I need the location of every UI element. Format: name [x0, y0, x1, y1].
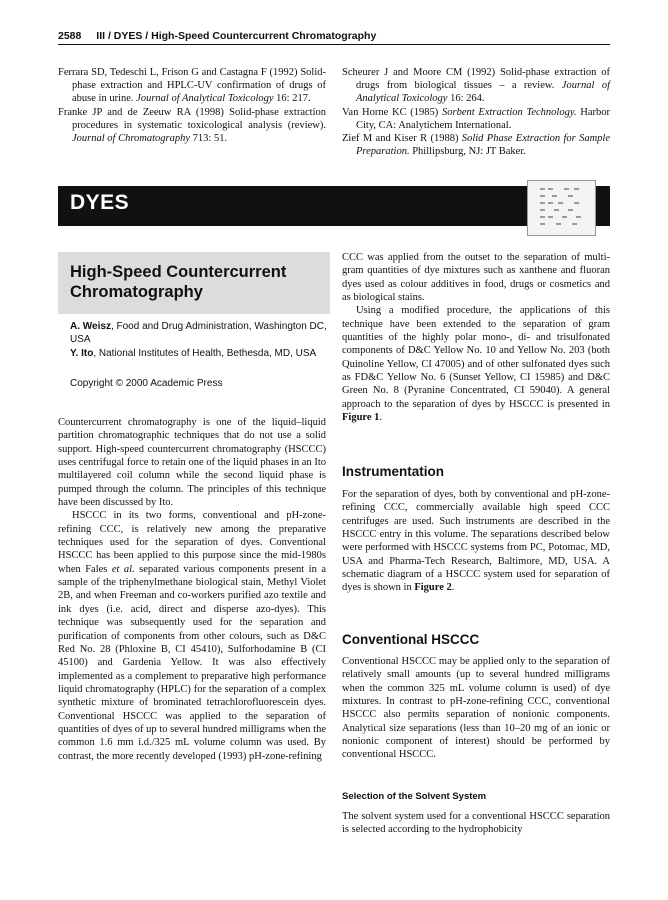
- author-entry: A. Weisz, Food and Drug Administration, Washington DC, USA: [70, 321, 327, 346]
- author-entry: Y. Ito, National Institutes of Health, Bethesda, MD, USA: [70, 347, 317, 359]
- author-list: [70, 320, 332, 360]
- conventional-text: [342, 655, 610, 762]
- running-head-title: III / DYES / High-Speed Countercurrent Chromatography: [96, 30, 377, 42]
- body-right-column: [342, 251, 610, 424]
- reference-item: Scheurer J and Moore CM (1992) Solid-phase extraction of drugs from biological tissues – a review. Journal of Analytical Toxicology 16: 264.: [342, 67, 610, 105]
- figure-reference: Figure 1: [342, 412, 380, 424]
- references-left: [58, 66, 326, 145]
- body-paragraph: The solvent system used for a conventional HSCCC separation is selected according to the hydrophobicity: [342, 811, 610, 836]
- body-paragraph: Countercurrent chromatography is one of the liquid–liquid partition chromatographic techniques that do not use a solid support. High-speed countercurrent chromatography (HSCCC) uses centrifugal force to retain one of the liquid phases in an Ito multilayered coil column while the second liquid phase is pumped through the column. The principles of this technique have been discussed by Ito.: [58, 417, 326, 509]
- reference-item: Van Horne KC (1985) Sorbent Extraction Technology. Harbor City, CA: Analytichem International.: [342, 106, 610, 131]
- figure-reference: Figure 2: [414, 582, 452, 594]
- reference-item: Zief M and Kiser R (1988) Solid Phase Extraction for Sample Preparation. Phillipsburg, NJ: JT Baker.: [342, 133, 610, 158]
- section-title: DYES: [70, 191, 130, 214]
- chromatogram-plate-icon: [527, 180, 596, 236]
- references-right: [342, 66, 610, 158]
- page-number: 2588: [58, 30, 82, 42]
- section-heading-instrumentation: Instrumentation: [342, 464, 445, 479]
- copyright-line: Copyright © 2000 Academic Press: [70, 378, 223, 389]
- reference-item: Franke JP and de Zeeuw RA (1998) Solid-phase extraction procedures in systematic toxicological analysis (review). Journal of Chromatography 713: 51.: [58, 106, 326, 145]
- body-left-column: [58, 416, 326, 763]
- article-title: High-Speed Countercurrent Chromatography: [70, 263, 287, 301]
- body-paragraph: HSCCC in its two forms, conventional and pH-zone-refining CCC, is relatively new among the preparative techniques used for the separation of dyes. Conventional HSCCC has been applied to this purpose since the mid-1980s when Fales et al. separated various components present in a sample of the triphenylmethane biological stain, Methyl Violet 2B, and when Freeman and co-workers purified azo textile and ink dyes (i.e. acid, direct and disperse azo-dyes). This technique was subsequently used for the separation and purification of components from other colours, such as D&C Red No. 28 (Phloxine B, CI 45410), Sulforhodamine B (CI 45100) and Gardenia Yellow. It was also effectively implemented as a complement to preparative high performance liquid chromatography (HPLC) for the separation of a complex synthetic mixture of brominated tetrachlorofluorescein dyes. Conventional HSCCC was applied to the separation of quantities of dyes of up to several hundred milligrams when the common 1.6 mm i.d./325 mL volume column was used. By contrast, the more recently developed (1993) pH-zone-refining: [58, 510, 326, 762]
- reference-item: Ferrara SD, Tedeschi L, Frison G and Castagna F (1992) Solid-phase extraction and HPLC-UV confirmation of drugs of abuse in urine. Journal of Analytical Toxicology 16: 217.: [58, 67, 326, 105]
- body-paragraph: For the separation of dyes, both by conventional and pH-zone-refining CCC, commercially available high speed CCC centrifuges are used. Such instruments are described in the HSCCC entry in this volume. The separations described below were performed with HSCCC systems from PC, Potomac, MD, USA and Pharma-Tech Research, Baltimore, MD, USA. A schematic diagram of a HSCCC system used for separation of dyes is shown in Figure 2.: [342, 489, 610, 594]
- body-paragraph: Conventional HSCCC may be applied only to the separation of relatively small amounts (up to several hundred milligrams when the common 325 mL volume column is used) of dye mixtures. In contrast to pH-zone-refining CCC, conventional HSCCC also permits separation of nonionic components. Analytical size separations (less than 10–20 mg of an ionic or nonionic component of interest) should be performed by conventional HSCCC.: [342, 656, 610, 761]
- header-rule: [58, 44, 610, 45]
- solvent-text: [342, 810, 610, 837]
- instrumentation-text: [342, 488, 610, 595]
- subsection-heading-solvent-system: Selection of the Solvent System: [342, 791, 487, 802]
- body-paragraph: CCC was applied from the outset to the separation of multi-gram quantities of dye mixtures such as xanthene and fluoran dyes used as colour additives in food, drugs or cosmetics and as biological stains.: [342, 252, 610, 304]
- body-paragraph: Using a modified procedure, the applications of this technique have been extended to the separation of gram quantities of the highly polar mono-, di- and trisulfonated components of D&C Yellow No. 10 and Yellow No. 203 (both Quinoline Yellow, CI 47005) and of other sulfonated dyes such as FD&C Yellow No. 6 (Sunset Yellow, CI 15985) and D&C Green No. 8 (Pyranine Concentrated, CI 59040). A general approach to the separation of dyes by HSCCC is presented in Figure 1.: [342, 305, 610, 424]
- running-head: [58, 30, 610, 42]
- section-heading-conventional-hsccc: Conventional HSCCC: [342, 632, 480, 647]
